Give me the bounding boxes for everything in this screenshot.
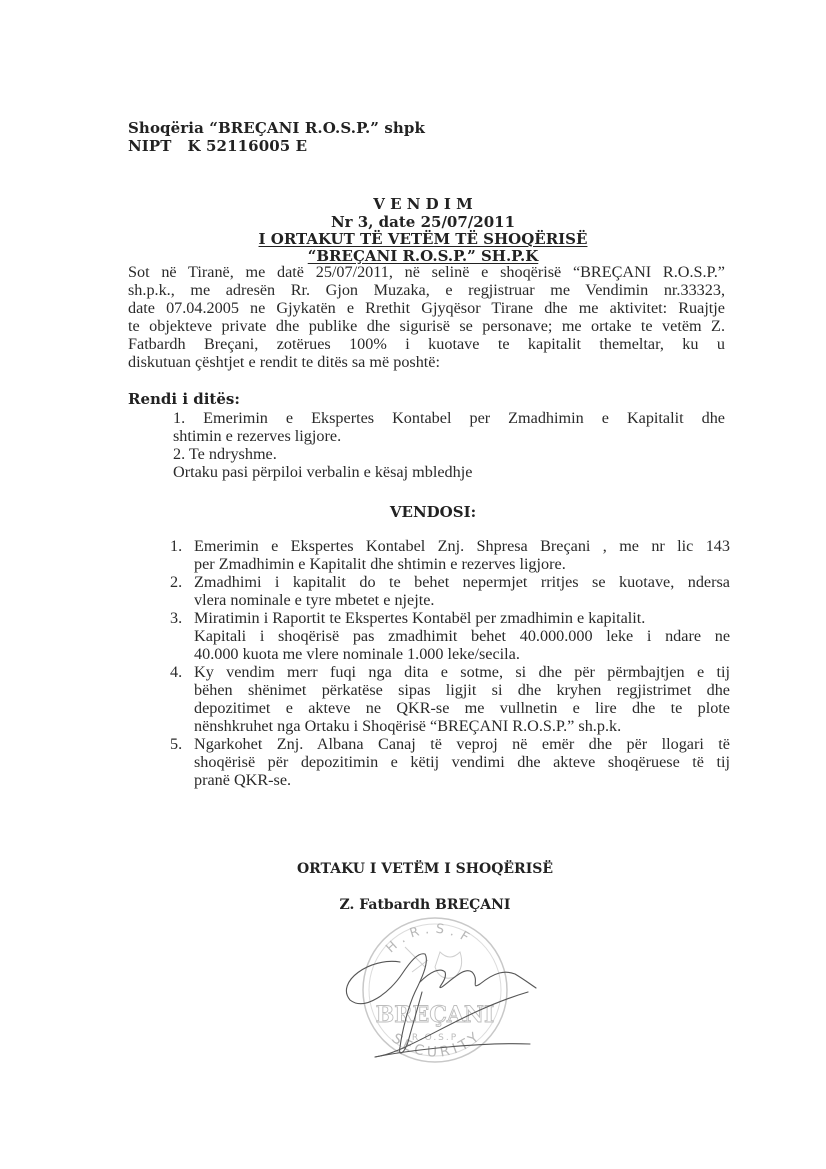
decision-number: 4. xyxy=(170,663,183,681)
decision-item xyxy=(170,609,730,663)
intro-line: sh.p.k., me adresën Rr. Gjon Muzaka, e regjistruar me Vendimin nr.33323, xyxy=(128,281,725,299)
company-name: Shoqëria “BREÇANI R.O.S.P.” shpk xyxy=(128,119,425,137)
decision-line: vlera nominale e tyre mbetet e njejte. xyxy=(194,591,435,609)
decision-number: 5. xyxy=(170,735,183,753)
stamp-seal xyxy=(363,918,507,1062)
intro-line: Fatbardh Breçani, zotërues 100% i kuotave te kapitalit themeltar, ku u xyxy=(128,335,725,353)
decision-line: Zmadhimi i kapitalit do te behet nepermjet rritjes se kuotave, ndersa xyxy=(194,573,730,591)
document-heading: V E N D I M xyxy=(373,195,473,213)
decision-line: pranë QKR-se. xyxy=(194,771,292,789)
stamp-sub-text: R.O.S.P xyxy=(411,1033,459,1043)
decision-line: bëhen shënimet përkatëse sipas ligjit si dhe kryhen regjistrimet dhe xyxy=(194,681,730,699)
intro-line: diskutuan çështjet e rendit te ditës sa më poshtë: xyxy=(128,353,440,371)
decision-line: per Zmadhimin e Kapitalit dhe shtimin e rezerves ligjore. xyxy=(194,555,566,573)
decision-line: Kapitali i shoqërisë pas zmadhimit behet 40.000.000 leke i ndare ne xyxy=(194,627,730,645)
signatory-name: Z. Fatbardh BREÇANI xyxy=(339,897,511,913)
stamp-top-text: H.R.S.F xyxy=(383,921,477,957)
agenda-item: 1. Emerimin e Ekspertes Kontabel per Zmadhimin e Kapitalit dhe xyxy=(173,409,725,427)
decisions-heading: VENDOSI: xyxy=(389,503,477,521)
decision-line: Ky vendim merr fuqi nga dita e sotme, si dhe për përmbajtjen e tij xyxy=(194,663,730,681)
company-stamp xyxy=(330,912,540,1067)
agenda-item-continuation: shtimin e rezerves ligjore. xyxy=(173,427,342,445)
decision-item xyxy=(170,735,730,789)
nipt-label: NIPT xyxy=(128,137,172,155)
agenda-closing-note: Ortaku pasi përpiloi verbalin e kësaj mbledhje xyxy=(173,463,473,481)
decision-line: Ngarkohet Znj. Albana Canaj të veproj në emër dhe për llogari të xyxy=(194,735,730,753)
nipt-line xyxy=(128,137,307,155)
intro-paragraph xyxy=(128,263,725,371)
decision-number-date: Nr 3, date 25/07/2011 xyxy=(330,213,516,231)
decision-item xyxy=(170,663,730,735)
intro-line: te objekteve private dhe publike dhe sigurisë se personave; me ortake te vetëm Z. xyxy=(128,317,725,335)
decision-number: 1. xyxy=(170,537,183,555)
decision-number: 2. xyxy=(170,573,183,591)
intro-line: date 07.04.2005 ne Gjykatën e Rrethit Gjyqësor Tirane dhe me aktivitet: Ruajtje xyxy=(128,299,725,317)
decision-line: Emerimin e Ekspertes Kontabel Znj. Shpresa Breçani , me nr lic 143 xyxy=(194,537,730,555)
decision-line: Miratimin i Raportit te Ekspertes Kontabël per zmadhimin e kapitalit. xyxy=(194,609,646,627)
agenda-label: Rendi i ditës: xyxy=(128,390,240,408)
decision-line: 40.000 kuota me vlere nominale 1.000 leke/secila. xyxy=(194,645,520,663)
decision-line: nënshkruhet nga Ortaku i Shoqërisë “BREÇANI R.O.S.P.” sh.p.k. xyxy=(194,717,622,735)
decision-number: 3. xyxy=(170,609,183,627)
decision-item xyxy=(170,537,730,573)
decisions-list xyxy=(170,537,730,789)
stamp-center-text: BREÇANI xyxy=(375,1002,495,1028)
agenda-item: 2. Te ndryshme. xyxy=(173,445,277,463)
decision-subtitle-1: I ORTAKUT TË VETËM TË SHOQËRISË xyxy=(258,230,588,248)
nipt-value: K 52116005 E xyxy=(187,137,308,155)
decision-subtitle-2: “BREÇANI R.O.S.P.” SH.P.K xyxy=(307,247,539,265)
signatory-title: ORTAKU I VETËM I SHOQËRISË xyxy=(296,861,554,877)
decision-line: depozitimet e akteve ne QKR-se me vullnetin e lire dhe te plote xyxy=(194,699,730,717)
agenda-list xyxy=(173,409,725,481)
stamp-bottom-text: SECURITY xyxy=(388,1027,486,1061)
intro-line: Sot në Tiranë, me datë 25/07/2011, në selinë e shoqërisë “BREÇANI R.O.S.P.” xyxy=(128,263,725,281)
decision-item xyxy=(170,573,730,609)
decision-line: shoqërisë për depozitimin e këtij vendimi dhe akteve shoqëruese të tij xyxy=(194,753,730,771)
